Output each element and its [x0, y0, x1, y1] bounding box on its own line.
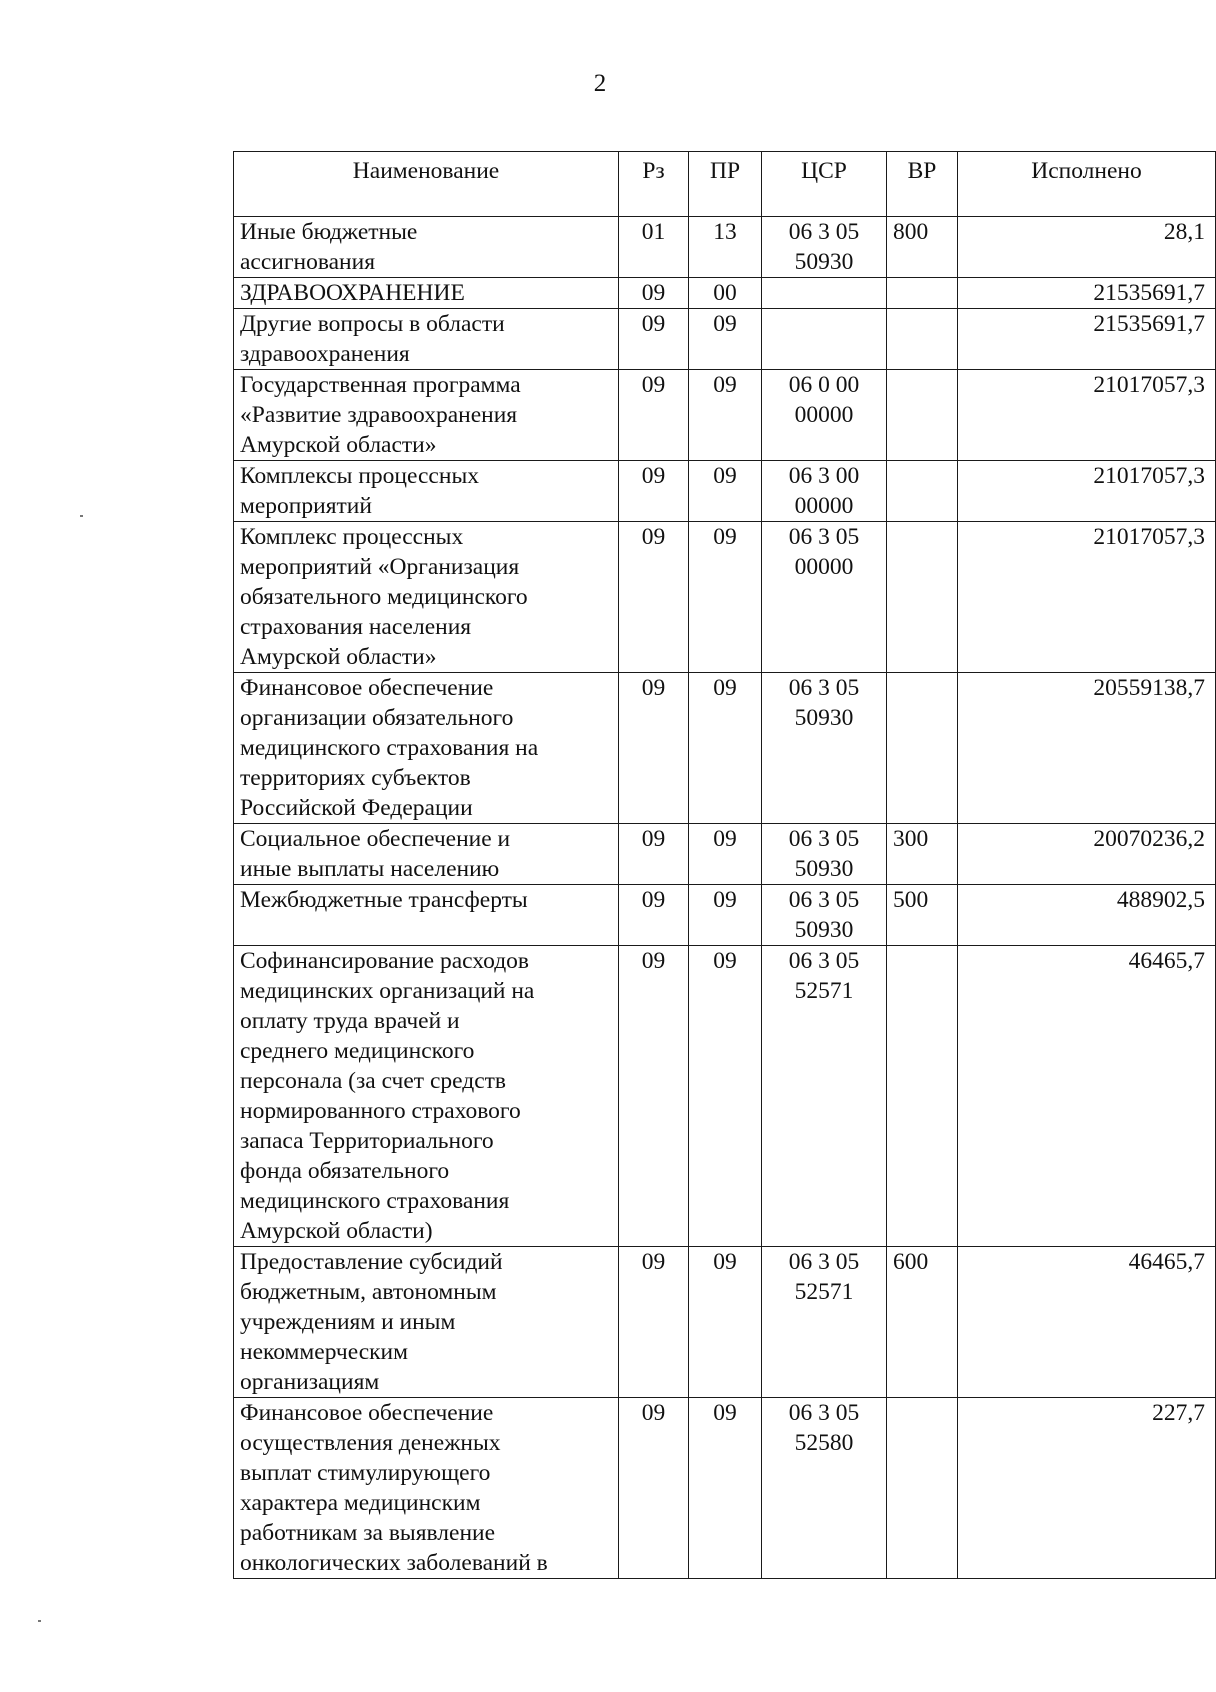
row-pr-cell-text: 09	[713, 311, 737, 337]
row-csr-cell	[762, 946, 887, 1247]
row-name-cell-text: Финансовое обеспечение организации обязательного медицинского страхования на территориях субъектов Российской Федерации	[240, 675, 539, 821]
row-done-cell	[958, 461, 1216, 522]
row-rz-cell-text: 01	[641, 219, 666, 245]
row-rz-cell-text: 09	[641, 826, 666, 852]
row-csr-cell	[762, 824, 887, 885]
row-pr-cell	[689, 824, 762, 885]
row-name-cell-text: Другие вопросы в области здравоохранения	[240, 311, 505, 367]
table-row	[234, 278, 1216, 309]
row-done-cell-text: 46465,7	[1128, 1249, 1205, 1275]
row-done-cell	[958, 673, 1216, 824]
row-rz-cell-text: 09	[641, 463, 666, 489]
row-name-cell	[234, 885, 619, 946]
table-row	[234, 309, 1216, 370]
row-rz-cell	[619, 824, 689, 885]
row-vr-cell	[887, 1398, 958, 1579]
row-vr-cell	[887, 824, 958, 885]
row-rz-cell-text: 09	[641, 524, 666, 550]
row-vr-cell-text: 800	[893, 219, 929, 245]
row-done-cell-text: 20070236,2	[1093, 826, 1205, 852]
header-done: Исполнено	[958, 152, 1216, 217]
page-number: 2	[593, 70, 607, 97]
row-name-cell	[234, 278, 619, 309]
row-pr-cell	[689, 522, 762, 673]
row-vr-cell	[887, 461, 958, 522]
row-pr-cell	[689, 370, 762, 461]
row-pr-cell-text: 09	[713, 1400, 737, 1426]
row-vr-cell-text: 500	[893, 887, 929, 913]
row-csr-cell	[762, 885, 887, 946]
row-vr-cell	[887, 673, 958, 824]
row-pr-cell	[689, 673, 762, 824]
row-csr-cell	[762, 217, 887, 278]
row-pr-cell	[689, 217, 762, 278]
row-done-cell-text: 21535691,7	[1093, 280, 1205, 306]
scan-artifact-mark	[80, 515, 83, 517]
table-row	[234, 370, 1216, 461]
row-rz-cell	[619, 673, 689, 824]
row-csr-cell	[762, 673, 887, 824]
scan-artifact-mark	[38, 1620, 41, 1622]
row-pr-cell-text: 09	[713, 948, 737, 974]
table-row	[234, 824, 1216, 885]
row-rz-cell	[619, 309, 689, 370]
row-csr-cell-text: 06 3 05 50930	[788, 887, 860, 943]
row-name-cell	[234, 673, 619, 824]
row-done-cell	[958, 946, 1216, 1247]
row-done-cell-text: 46465,7	[1128, 948, 1205, 974]
row-done-cell	[958, 1247, 1216, 1398]
row-rz-cell	[619, 946, 689, 1247]
row-rz-cell	[619, 1247, 689, 1398]
row-rz-cell-text: 09	[641, 948, 666, 974]
row-rz-cell-text: 09	[641, 887, 666, 913]
row-pr-cell	[689, 461, 762, 522]
row-name-cell-text: Софинансирование расходов медицинских организаций на оплату труда врачей и среднего медицинского персонала (за счет средств нормированного страхового запаса Территориального фонда обязательного медицинского страхования Амурской области)	[240, 948, 535, 1244]
row-vr-cell	[887, 278, 958, 309]
row-rz-cell	[619, 1398, 689, 1579]
header-csr: ЦСР	[762, 152, 887, 217]
row-done-cell	[958, 278, 1216, 309]
row-name-cell	[234, 522, 619, 673]
table-body	[234, 217, 1216, 1579]
row-pr-cell	[689, 278, 762, 309]
row-csr-cell	[762, 1398, 887, 1579]
row-name-cell-text: Государственная программа «Развитие здравоохранения Амурской области»	[240, 372, 521, 458]
row-vr-cell	[887, 309, 958, 370]
row-name-cell	[234, 824, 619, 885]
row-pr-cell-text: 09	[713, 887, 737, 913]
row-name-cell-text: Межбюджетные трансферты	[240, 887, 528, 913]
row-csr-cell	[762, 278, 887, 309]
row-csr-cell-text: 06 3 05 52580	[788, 1400, 860, 1456]
row-done-cell	[958, 1398, 1216, 1579]
row-vr-cell	[887, 370, 958, 461]
row-done-cell-text: 21017057,3	[1093, 372, 1205, 398]
row-csr-cell-text: 06 3 05 50930	[788, 219, 860, 275]
row-pr-cell	[689, 1398, 762, 1579]
row-pr-cell-text: 09	[713, 463, 737, 489]
row-rz-cell-text: 09	[641, 1249, 666, 1275]
table-row	[234, 217, 1216, 278]
row-name-cell	[234, 461, 619, 522]
row-csr-cell-text: 06 3 05 52571	[788, 1249, 860, 1305]
table-row	[234, 1398, 1216, 1579]
row-done-cell	[958, 370, 1216, 461]
row-csr-cell-text: 06 0 00 00000	[788, 372, 860, 428]
row-rz-cell	[619, 217, 689, 278]
table-row	[234, 1247, 1216, 1398]
row-pr-cell-text: 09	[713, 372, 737, 398]
row-done-cell-text: 21017057,3	[1093, 463, 1205, 489]
row-name-cell-text: Предоставление субсидий бюджетным, автономным учреждениям и иным некоммерческим организациям	[240, 1249, 503, 1395]
row-csr-cell	[762, 370, 887, 461]
row-csr-cell	[762, 461, 887, 522]
row-done-cell-text: 21017057,3	[1093, 524, 1205, 550]
row-rz-cell	[619, 885, 689, 946]
header-vr: ВР	[887, 152, 958, 217]
row-csr-cell-text: 06 3 05 50930	[788, 675, 860, 731]
row-csr-cell-text: 06 3 05 52571	[788, 948, 860, 1004]
row-done-cell-text: 227,7	[1152, 1400, 1205, 1426]
row-done-cell	[958, 885, 1216, 946]
row-csr-cell-text: 06 3 05 50930	[788, 826, 860, 882]
row-rz-cell	[619, 278, 689, 309]
row-vr-cell	[887, 217, 958, 278]
row-vr-cell	[887, 885, 958, 946]
row-vr-cell	[887, 522, 958, 673]
row-done-cell-text: 488902,5	[1116, 887, 1205, 913]
row-rz-cell-text: 09	[641, 280, 666, 306]
row-name-cell-text: ЗДРАВООХРАНЕНИЕ	[240, 280, 465, 306]
table-row	[234, 946, 1216, 1247]
row-done-cell-text: 28,1	[1163, 219, 1205, 245]
row-pr-cell-text: 13	[713, 219, 737, 245]
row-pr-cell-text: 09	[713, 524, 737, 550]
table-row	[234, 461, 1216, 522]
row-name-cell-text: Финансовое обеспечение осуществления денежных выплат стимулирующего характера медицинским работникам за выявление онкологических заболеваний в	[240, 1400, 548, 1576]
row-name-cell	[234, 1247, 619, 1398]
row-name-cell-text: Комплекс процессных мероприятий «Организация обязательного медицинского страхования населения Амурской области»	[240, 524, 528, 670]
row-name-cell-text: Социальное обеспечение и иные выплаты населению	[240, 826, 511, 882]
header-rz: Рз	[619, 152, 689, 217]
row-rz-cell-text: 09	[641, 372, 666, 398]
row-name-cell	[234, 309, 619, 370]
row-done-cell	[958, 217, 1216, 278]
row-csr-cell	[762, 522, 887, 673]
row-csr-cell-text: 06 3 00 00000	[788, 463, 860, 519]
table-row	[234, 522, 1216, 673]
table-header-row	[234, 152, 1216, 217]
header-name: Наименование	[234, 152, 619, 217]
row-done-cell	[958, 522, 1216, 673]
row-csr-cell-text: 06 3 05 00000	[788, 524, 860, 580]
table-row	[234, 673, 1216, 824]
row-name-cell	[234, 946, 619, 1247]
row-rz-cell	[619, 522, 689, 673]
row-name-cell	[234, 217, 619, 278]
row-vr-cell	[887, 946, 958, 1247]
row-done-cell	[958, 309, 1216, 370]
row-rz-cell-text: 09	[641, 675, 666, 701]
row-pr-cell-text: 00	[713, 280, 737, 306]
row-done-cell	[958, 824, 1216, 885]
row-name-cell-text: Иные бюджетные ассигнования	[240, 219, 418, 275]
row-name-cell-text: Комплексы процессных мероприятий	[240, 463, 479, 519]
row-vr-cell-text: 300	[893, 826, 929, 852]
row-vr-cell-text: 600	[893, 1249, 929, 1275]
row-pr-cell	[689, 1247, 762, 1398]
row-pr-cell-text: 09	[713, 1249, 737, 1275]
row-vr-cell	[887, 1247, 958, 1398]
row-name-cell	[234, 1398, 619, 1579]
row-rz-cell	[619, 461, 689, 522]
row-pr-cell-text: 09	[713, 826, 737, 852]
row-csr-cell	[762, 1247, 887, 1398]
row-done-cell-text: 21535691,7	[1093, 311, 1205, 337]
row-done-cell-text: 20559138,7	[1093, 675, 1205, 701]
row-pr-cell	[689, 885, 762, 946]
header-pr: ПР	[689, 152, 762, 217]
row-pr-cell	[689, 309, 762, 370]
budget-execution-table	[233, 151, 1216, 1579]
row-pr-cell-text: 09	[713, 675, 737, 701]
row-name-cell	[234, 370, 619, 461]
row-csr-cell	[762, 309, 887, 370]
table-row	[234, 885, 1216, 946]
row-pr-cell	[689, 946, 762, 1247]
row-rz-cell-text: 09	[641, 1400, 666, 1426]
row-rz-cell	[619, 370, 689, 461]
row-rz-cell-text: 09	[641, 311, 666, 337]
